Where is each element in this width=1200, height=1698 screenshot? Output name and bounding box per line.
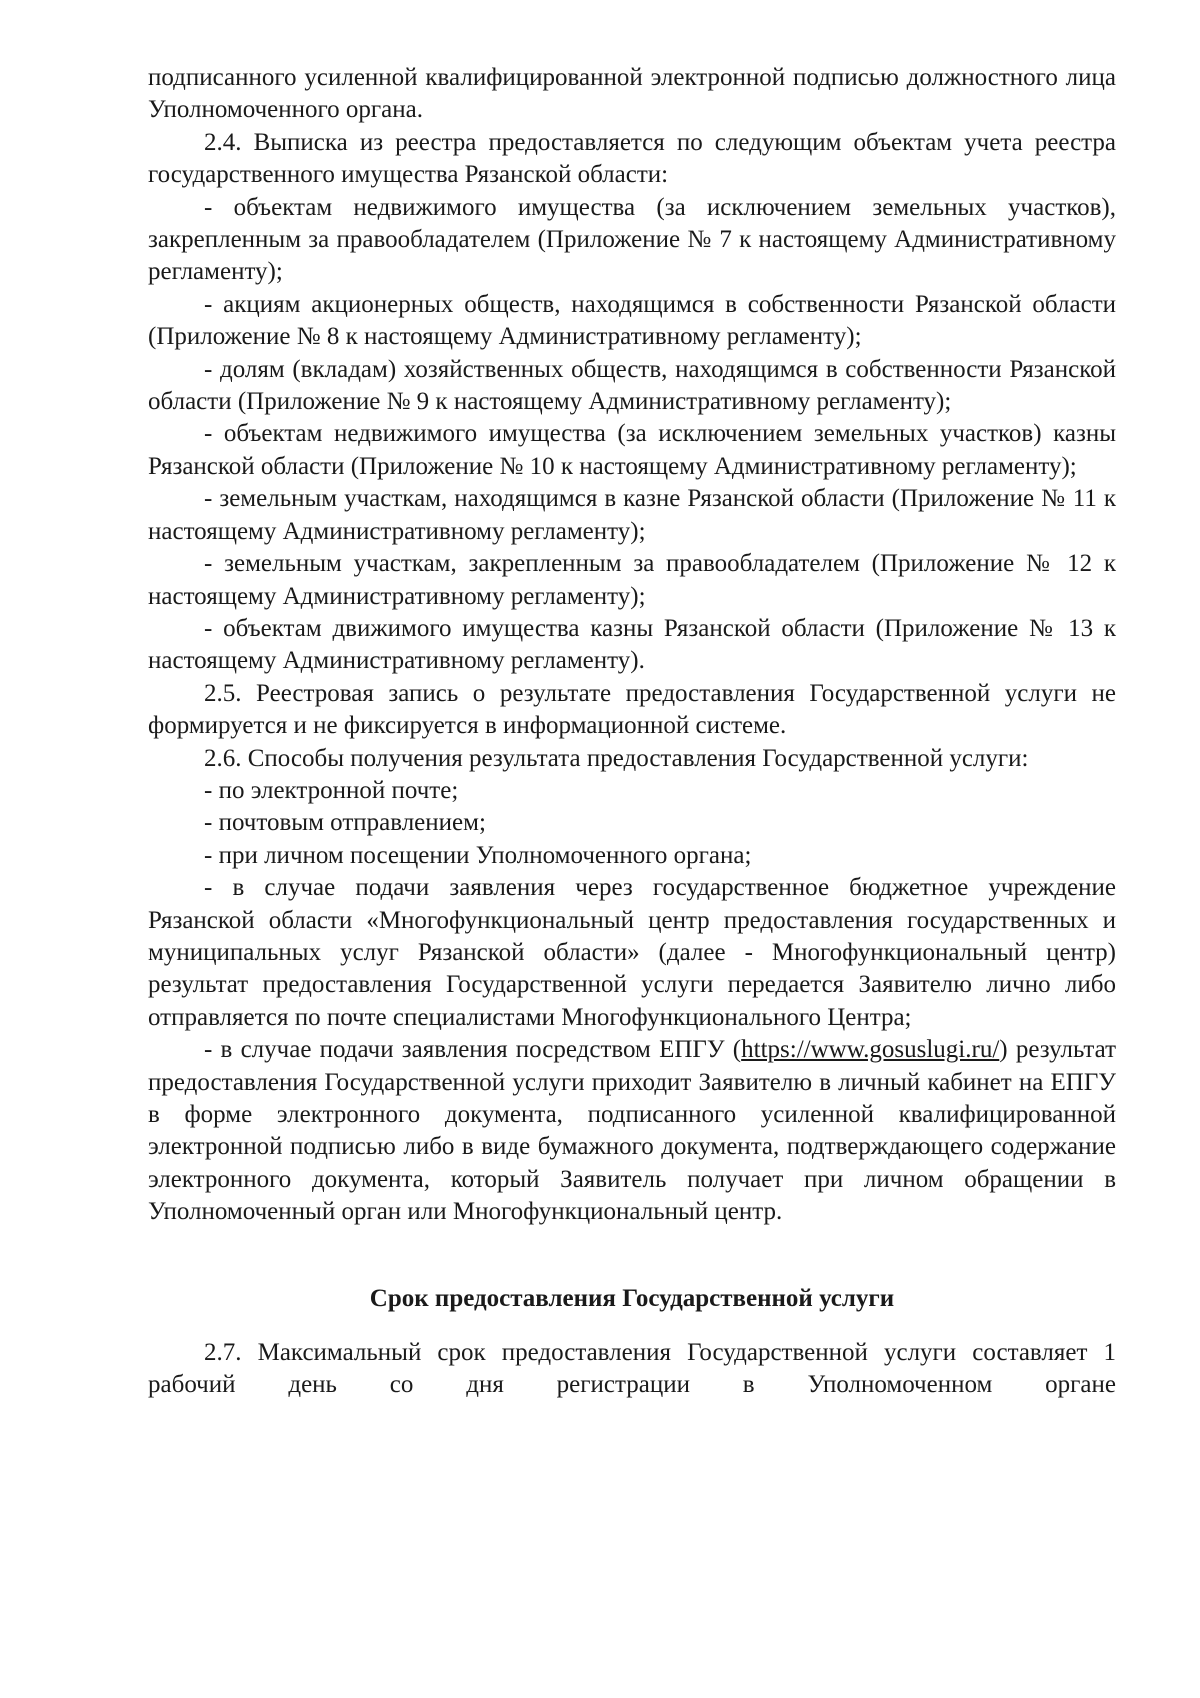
list-item-movable-property: - объектам движимого имущества казны Рязанской области (Приложение № 13 к настоящему Административному регламенту).	[148, 614, 1116, 675]
paragraph-2-7: 2.7. Максимальный срок предоставления Государственной услуги составляет 1 рабочий день со дня регистрации в Уполномоченном органе	[148, 1338, 1116, 1399]
list-item-mfc: - в случае подачи заявления через государственное бюджетное учреждение Рязанской области «Многофункциональный центр предоставления государственных и муниципальных услуг Рязанской области» (далее - Многофункциональный центр) результат предоставления Государственной услуги передается Заявителю лично либо отправляется по почте специалистами Многофункционального Центра;	[148, 874, 1116, 1031]
paragraph-intro: подписанного усиленной квалифицированной электронной подписью должностного лица Уполномоченного органа.	[148, 64, 1116, 124]
document-body	[148, 62, 1116, 1401]
list-item-immovable-property: - объектам недвижимого имущества (за исключением земельных участков), закрепленным за правообладателем (Приложение № 7 к настоящему Административному регламенту);	[148, 193, 1116, 286]
list-item-stakes: - долям (вкладам) хозяйственных обществ, находящимся в собственности Рязанской области (Приложение № 9 к настоящему Административному регламенту);	[148, 355, 1116, 416]
list-item-shares: - акциям акционерных обществ, находящимся в собственности Рязанской области (Приложение № 8 к настоящему Административному регламенту);	[148, 290, 1116, 351]
epgu-text-after-link: ) результат предоставления Государственной услуги приходит Заявителю в личный кабинет на ЕПГУ в форме электронного документа, подписанного усиленной квалифицированной электронной подписью либо в виде бумажного документа, подтверждающего содержание электронного документа, который Заявитель получает при личном обращении в Уполномоченный орган или Многофункциональный центр.	[148, 1036, 1116, 1226]
section-heading-srok: Срок предоставления Государственной услуги	[369, 1284, 895, 1312]
paragraph-2-6: 2.6. Способы получения результата предоставления Государственной услуги:	[204, 744, 1029, 772]
list-item-personal-visit: - при личном посещении Уполномоченного органа;	[204, 841, 752, 869]
spacer	[148, 1315, 1116, 1337]
list-item-assigned-land: - земельным участкам, закрепленным за правообладателем (Приложение № 12 к настоящему Административному регламенту);	[148, 550, 1116, 610]
paragraph-2-4: 2.4. Выписка из реестра предоставляется по следующим объектам учета реестра государственного имущества Рязанской области:	[148, 128, 1116, 189]
epgu-text-before-link: - в случае подачи заявления посредством ЕПГУ (	[204, 1036, 742, 1064]
list-item-email: - по электронной почте;	[204, 776, 459, 804]
list-item-treasury-land: - земельным участкам, находящимся в казне Рязанской области (Приложение № 11 к настоящему Административному регламенту);	[148, 485, 1116, 545]
spacer	[148, 1229, 1116, 1283]
list-item-treasury-immovable: - объектам недвижимого имущества (за исключением земельных участков) казны Рязанской области (Приложение № 10 к настоящему Административному регламенту);	[148, 420, 1116, 480]
list-item-post: - почтовым отправлением;	[204, 809, 486, 837]
paragraph-2-5: 2.5. Реестровая запись о результате предоставления Государственной услуги не формируется и не фиксируется в информационной системе.	[148, 679, 1116, 740]
list-item-epgu	[148, 1034, 1116, 1228]
gosuslugi-link[interactable]: https://www.gosuslugi.ru/	[741, 1036, 1000, 1064]
